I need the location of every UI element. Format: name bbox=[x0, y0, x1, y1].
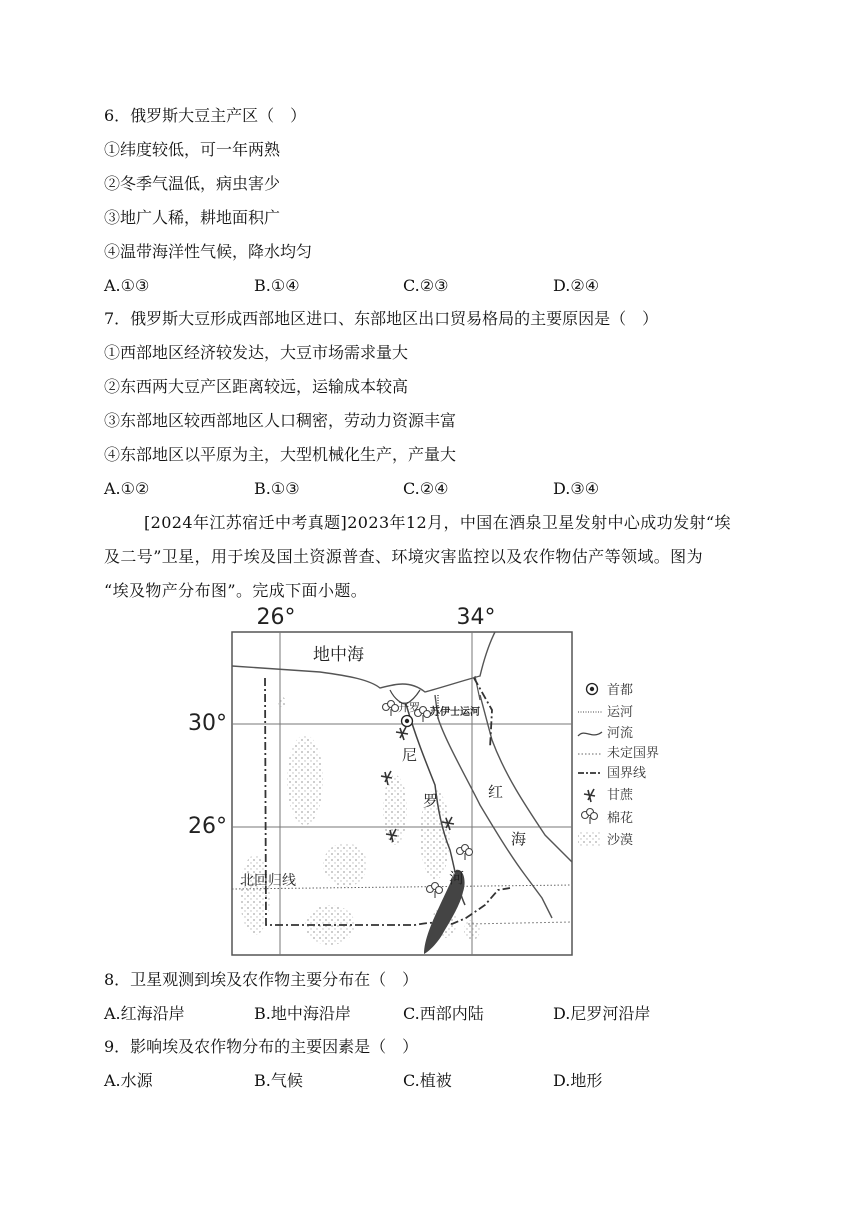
q8-option-b: B.地中海沿岸 bbox=[254, 1004, 351, 1023]
capital-label: 开罗 bbox=[398, 701, 420, 714]
legend-river-label: 河流 bbox=[607, 726, 634, 741]
q7-stem: 7．俄罗斯大豆形成西部地区进口、东部地区出口贸易格局的主要原因是（ ） bbox=[104, 309, 659, 328]
q6-option-c: C.②③ bbox=[403, 276, 449, 295]
legend-capital-label: 首都 bbox=[607, 683, 634, 698]
q8-stem: 8．卫星观测到埃及农作物主要分布在（ ） bbox=[104, 970, 419, 989]
q8-option-a: A.红海沿岸 bbox=[104, 1004, 185, 1023]
red-sea-label-1: 红 bbox=[488, 783, 504, 801]
lat-label-30: 30° bbox=[188, 711, 227, 736]
legend-desert-icon bbox=[578, 832, 600, 846]
q6-item-3: ③地广人稀，耕地面积广 bbox=[104, 208, 281, 227]
legend-undetermined-label: 未定国界 bbox=[607, 746, 660, 761]
q7-option-d: D.③④ bbox=[553, 479, 600, 498]
q7-item-3: ③东部地区较西部地区人口稠密，劳动力资源丰富 bbox=[104, 411, 457, 430]
q7-option-a: A.①② bbox=[104, 479, 150, 498]
lat-label-26: 26° bbox=[188, 814, 227, 839]
nile-label-2: 罗 bbox=[423, 792, 439, 810]
legend-border-label: 国界线 bbox=[607, 766, 647, 781]
lon-label-26: 26° bbox=[256, 605, 296, 630]
q9-option-b: B.气候 bbox=[254, 1071, 303, 1090]
q6-option-b: B.①④ bbox=[254, 276, 300, 295]
q6-item-2: ②冬季气温低，病虫害少 bbox=[104, 174, 281, 193]
q9-stem: 9．影响埃及农作物分布的主要因素是（ ） bbox=[104, 1037, 419, 1056]
q6-item-4: ④温带海洋性气候，降水均匀 bbox=[104, 242, 313, 261]
lon-label-34: 34° bbox=[456, 605, 496, 630]
canal-label: 苏伊士运河 bbox=[430, 707, 480, 718]
sea-label: 地中海 bbox=[313, 645, 364, 665]
legend-cotton-icon bbox=[582, 809, 598, 825]
q6-option-a: A.①③ bbox=[104, 276, 150, 295]
q6-item-1: ①纬度较低，可一年两熟 bbox=[104, 140, 281, 159]
legend-desert-label: 沙漠 bbox=[607, 833, 634, 848]
red-sea-label-2: 海 bbox=[511, 830, 527, 848]
q7-option-c: C.②④ bbox=[403, 479, 449, 498]
q9-option-d: D.地形 bbox=[553, 1071, 603, 1090]
nile-label-3: 河 bbox=[449, 869, 465, 887]
q6-option-d: D.②④ bbox=[553, 276, 600, 295]
intro-line-3: “埃及物产分布图”。完成下面小题。 bbox=[104, 581, 368, 600]
q6-stem: 6．俄罗斯大豆主产区（ ） bbox=[104, 106, 307, 125]
q7-item-1: ①西部地区经济较发达，大豆市场需求量大 bbox=[104, 343, 409, 362]
q8-option-c: C.西部内陆 bbox=[403, 1004, 484, 1023]
egypt-product-map bbox=[180, 600, 680, 960]
nile-label-1: 尼 bbox=[402, 746, 418, 764]
map-legend bbox=[578, 682, 659, 848]
q7-item-2: ②东西两大豆产区距离较远，运输成本较高 bbox=[104, 377, 409, 396]
q7-option-b: B.①③ bbox=[254, 479, 300, 498]
legend-sugarcane-icon bbox=[584, 789, 595, 802]
q9-option-a: A.水源 bbox=[104, 1071, 153, 1090]
legend-river-icon bbox=[578, 732, 602, 736]
q8-option-d: D.尼罗河沿岸 bbox=[553, 1004, 651, 1023]
intro-paragraph bbox=[104, 506, 752, 608]
q7-item-4: ④东部地区以平原为主，大型机械化生产，产量大 bbox=[104, 445, 457, 464]
intro-line-1: [2024年江苏宿迁中考真题]2023年12月，中国在酒泉卫星发射中心成功发射“埃 bbox=[144, 513, 731, 532]
legend-cotton-label: 棉花 bbox=[607, 811, 634, 826]
legend-sugarcane-label: 甘蔗 bbox=[607, 788, 634, 803]
q9-option-c: C.植被 bbox=[403, 1071, 452, 1090]
tropic-label: 北回归线 bbox=[240, 873, 296, 889]
capital-dot bbox=[405, 719, 409, 723]
intro-line-2: 及二号”卫星，用于埃及国土资源普查、环境灾害监控以及农作物估产等领域。图为 bbox=[104, 547, 703, 566]
legend-canal-label: 运河 bbox=[607, 705, 634, 720]
legend-capital-dot bbox=[590, 687, 594, 691]
